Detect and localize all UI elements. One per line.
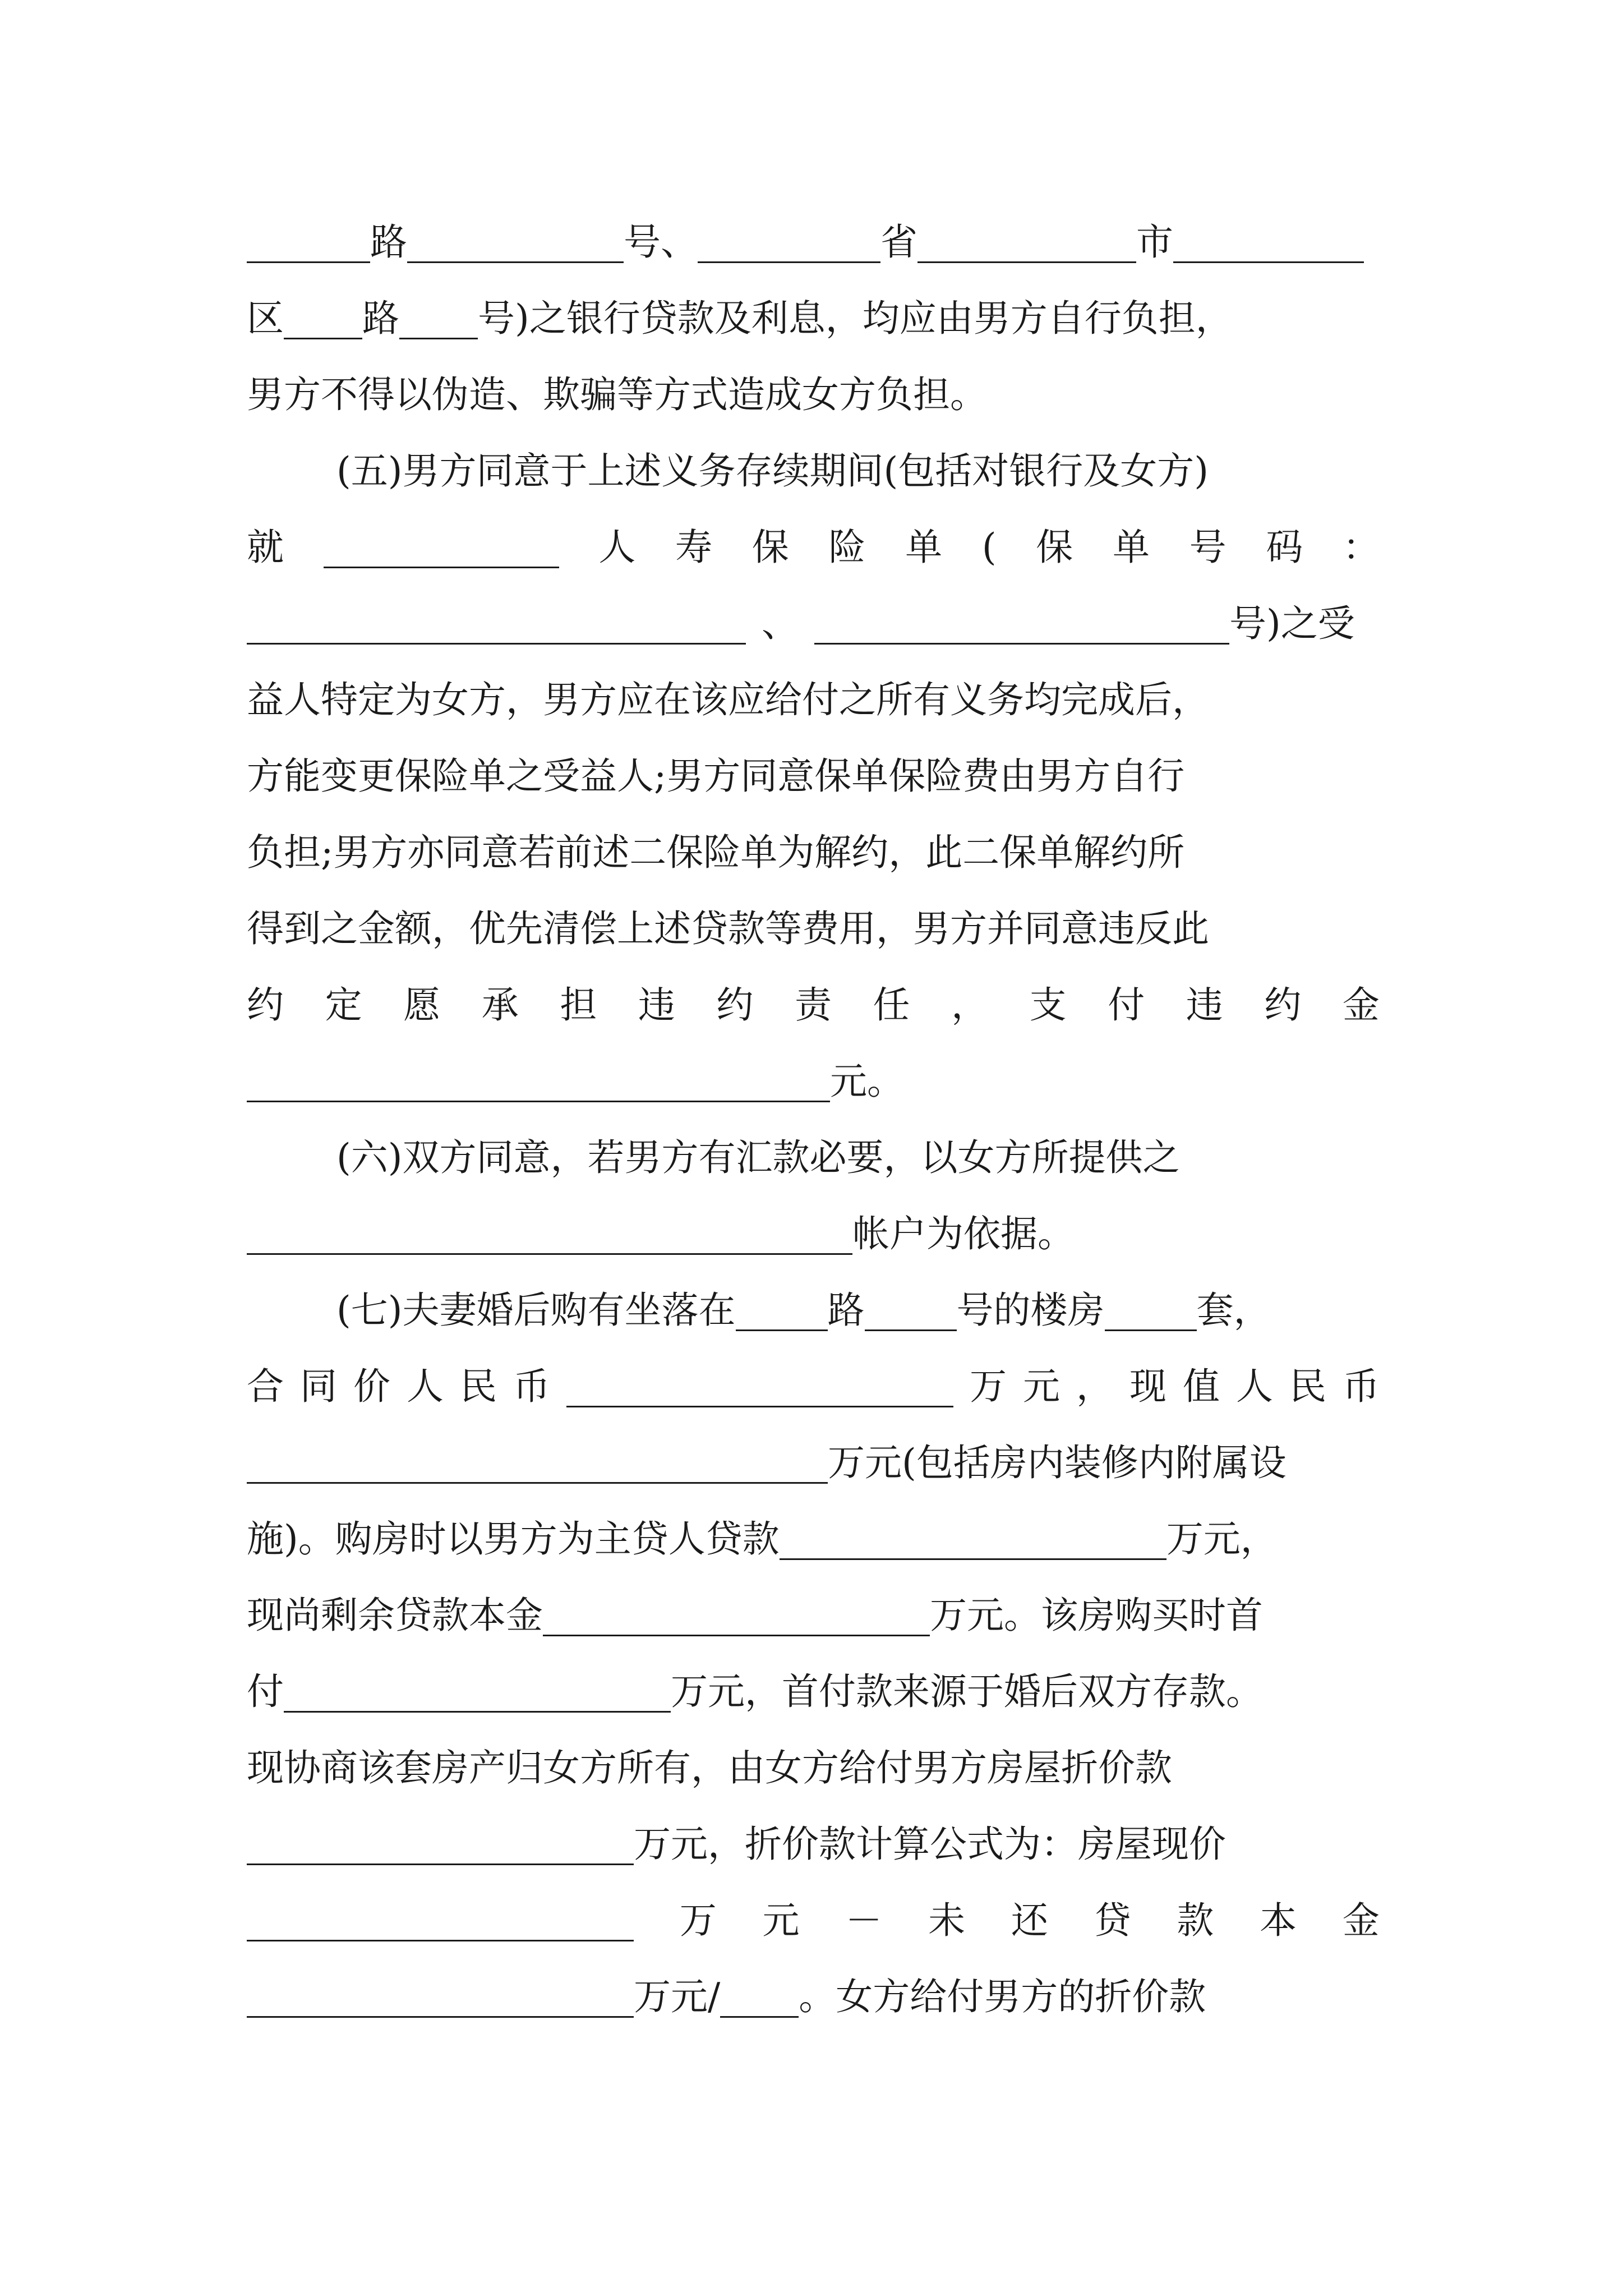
text-fragment: 币 (513, 1365, 550, 1408)
text-line (247, 967, 1380, 1043)
text-fragment: 民 (1289, 1365, 1326, 1408)
text-fragment: 帐户为依据。 (852, 1212, 1075, 1255)
text-line (247, 280, 1380, 357)
text-fragment: 、 (762, 602, 799, 645)
blank-field (247, 1901, 634, 1941)
text-fragment: 人 (407, 1365, 444, 1408)
text-fragment: 保 (751, 526, 789, 569)
text-fragment: － (845, 1899, 883, 1942)
text-line (247, 1806, 1380, 1883)
text-fragment: 万元，折价款计算公式为：房屋现价 (634, 1823, 1226, 1866)
text-fragment: (五)男方同意于上述义务存续期间(包括对银行及女方) (336, 449, 1209, 493)
blank-field (543, 1595, 930, 1636)
text-fragment: 单 (1112, 526, 1150, 569)
text-fragment: 方能变更保险单之受益人;男方同意保单保险费由男方自行 (247, 754, 1185, 798)
text-line (247, 1959, 1380, 2035)
text-fragment: 元。 (830, 1060, 904, 1103)
text-fragment: 约 (1264, 983, 1302, 1027)
text-fragment: 负担;男方亦同意若前述二保险单为解约，此二保单解约所 (247, 831, 1185, 874)
text-line (247, 1501, 1380, 1577)
text-fragment: 号的楼房 (956, 1289, 1105, 1332)
text-fragment: 担 (560, 983, 597, 1027)
text-fragment: 币 (1343, 1365, 1380, 1408)
text-line (247, 891, 1380, 967)
text-fragment: 路 (827, 1289, 865, 1332)
text-fragment: 现尚剩余贷款本金 (247, 1594, 543, 1637)
blank-field (1173, 222, 1364, 263)
text-fragment: 施)。购房时以男方为主贷人贷款 (247, 1517, 780, 1561)
blank-field (736, 1290, 828, 1331)
text-fragment: (七)夫妻婚后购有坐落在 (336, 1289, 736, 1332)
text-fragment: 付 (1108, 983, 1145, 1027)
text-line (247, 1730, 1380, 1806)
text-fragment: 人 (1236, 1365, 1273, 1408)
paragraph-first-line (336, 433, 1380, 509)
text-fragment: 区 (247, 297, 284, 340)
text-fragment: 万 (970, 1365, 1007, 1408)
text-line (247, 1196, 1380, 1272)
text-fragment: 元 (762, 1899, 800, 1942)
text-fragment: 市 (1136, 220, 1173, 264)
text-fragment: 定 (325, 983, 362, 1027)
text-fragment: 现协商该套房产归女方所有，由女方给付男方房屋折价款 (247, 1746, 1172, 1789)
blank-field (247, 1824, 634, 1865)
text-fragment: 民 (460, 1365, 497, 1408)
blank-field (865, 1290, 957, 1331)
text-fragment: 号 (1189, 526, 1227, 569)
paragraph-first-line (336, 1272, 1380, 1349)
text-fragment: 号、 (624, 220, 698, 264)
blank-field (566, 1366, 953, 1407)
text-fragment: 未 (928, 1899, 966, 1942)
text-line (247, 586, 1380, 662)
text-fragment: 寿 (675, 526, 713, 569)
text-fragment: 套， (1196, 1289, 1271, 1332)
text-fragment: 任 (873, 983, 910, 1027)
text-line (247, 1425, 1380, 1501)
blank-field (324, 527, 559, 568)
text-fragment: 承 (481, 983, 519, 1027)
text-line (247, 662, 1380, 738)
text-line (247, 204, 1380, 280)
blank-field (917, 222, 1136, 263)
text-fragment: 万元。该房购买时首 (930, 1594, 1263, 1637)
text-fragment: (六)双方同意，若男方有汇款必要，以女方所提供之 (336, 1136, 1180, 1179)
text-fragment: 路 (362, 297, 399, 340)
text-fragment: ， (1076, 1365, 1113, 1408)
text-fragment: 支 (1029, 983, 1067, 1027)
text-fragment: 付 (247, 1670, 284, 1713)
text-fragment: 万元/ (634, 1975, 721, 2018)
blank-field (399, 298, 478, 339)
text-fragment: 码 (1266, 526, 1303, 569)
text-fragment: 保 (1036, 526, 1073, 569)
blank-field (407, 222, 624, 263)
text-fragment: 金 (1342, 1899, 1380, 1942)
text-fragment: 金 (1342, 983, 1380, 1027)
blank-field (720, 1977, 799, 2018)
text-fragment: 号)之受 (1229, 602, 1355, 645)
text-line (247, 509, 1380, 586)
text-fragment: 还 (1011, 1899, 1048, 1942)
blank-field (247, 1443, 828, 1484)
text-fragment: 约 (247, 983, 284, 1027)
blank-field (247, 1061, 830, 1102)
text-line (247, 357, 1380, 433)
text-fragment: 。女方给付男方的折价款 (799, 1975, 1206, 2018)
text-fragment: 违 (638, 983, 675, 1027)
text-fragment: 约 (716, 983, 754, 1027)
text-fragment: 路 (370, 220, 407, 264)
text-fragment: 责 (794, 983, 832, 1027)
text-fragment: 同 (300, 1365, 337, 1408)
text-fragment: 险 (828, 526, 866, 569)
text-fragment: 万元(包括房内装修内附属设 (828, 1441, 1287, 1484)
paragraph-first-line (336, 1120, 1380, 1196)
text-fragment: ( (981, 526, 997, 569)
text-fragment: 愿 (403, 983, 441, 1027)
blank-field (247, 604, 746, 645)
blank-field (284, 1672, 671, 1713)
blank-field (698, 222, 880, 263)
text-fragment: 万元， (1166, 1517, 1278, 1561)
text-fragment: ， (951, 983, 989, 1027)
text-fragment: 单 (905, 526, 943, 569)
text-fragment: 人 (598, 526, 636, 569)
blank-field (780, 1519, 1166, 1560)
text-fragment: 就 (247, 526, 284, 569)
text-line (247, 738, 1380, 815)
blank-field (247, 1214, 852, 1255)
text-fragment: 合 (247, 1365, 284, 1408)
text-fragment: 男方不得以伪造、欺骗等方式造成女方负担。 (247, 373, 987, 416)
text-fragment: 现 (1129, 1365, 1166, 1408)
text-fragment: 值 (1183, 1365, 1220, 1408)
text-fragment: 省 (880, 220, 917, 264)
text-line (247, 815, 1380, 891)
text-line (247, 1883, 1380, 1959)
text-fragment: 价 (353, 1365, 390, 1408)
text-fragment: 违 (1186, 983, 1223, 1027)
blank-field (247, 1977, 634, 2018)
text-line (247, 1349, 1380, 1425)
text-fragment: 款 (1177, 1899, 1214, 1942)
text-fragment: 益人特定为女方，男方应在该应给付之所有义务均完成后， (247, 678, 1209, 721)
blank-field (247, 222, 370, 263)
blank-field (1105, 1290, 1197, 1331)
text-fragment: 万元，首付款来源于婚后双方存款。 (671, 1670, 1263, 1713)
text-fragment: 本 (1260, 1899, 1297, 1942)
text-fragment: 号)之银行贷款及利息，均应由男方自行负担， (478, 297, 1233, 340)
text-fragment: 贷 (1094, 1899, 1131, 1942)
text-fragment: ： (1343, 526, 1380, 569)
text-fragment: 元 (1023, 1365, 1060, 1408)
text-fragment: 万 (679, 1899, 717, 1942)
blank-field (814, 604, 1229, 645)
text-line (247, 1577, 1380, 1654)
text-line (247, 1654, 1380, 1730)
text-fragment: 得到之金额，优先清偿上述贷款等费用，男方并同意违反此 (247, 907, 1209, 950)
text-line (247, 1043, 1380, 1120)
blank-field (284, 298, 362, 339)
